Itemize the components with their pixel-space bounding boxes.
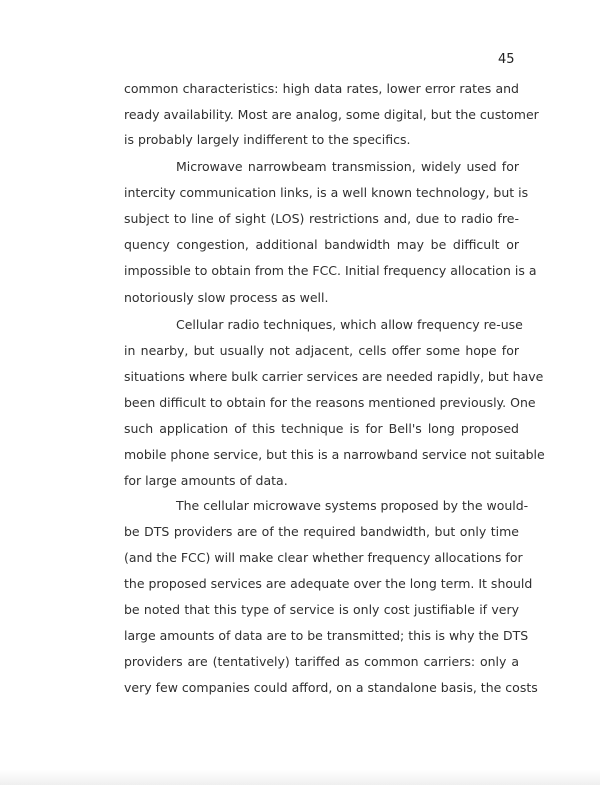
text-line: (and the FCC) will make clear whether frequency allocations for: [124, 550, 523, 565]
text-line: The cellular microwave systems proposed by the would-: [176, 498, 529, 513]
text-line: be DTS providers are of the required bandwidth, but only time: [124, 524, 519, 539]
text-line: common characteristics: high data rates, lower error rates and: [124, 81, 519, 96]
text-line: situations where bulk carrier services are needed rapidly, but have: [124, 369, 544, 384]
page-number: 45: [498, 52, 515, 67]
text-line: such application of this technique is for Bell's long proposed: [124, 421, 519, 436]
text-line: quency congestion, additional bandwidth may be difficult or: [124, 237, 519, 252]
text-line: in nearby, but usually not adjacent, cells offer some hope for: [124, 343, 519, 358]
text-line: Cellular radio techniques, which allow frequency re-use: [176, 317, 523, 332]
text-line: for large amounts of data.: [124, 473, 288, 488]
text-line: notoriously slow process as well.: [124, 290, 329, 305]
text-line: mobile phone service, but this is a narrowband service not suitable: [124, 447, 545, 462]
text-line: impossible to obtain from the FCC. Initial frequency allocation is a: [124, 263, 537, 278]
text-line: been difficult to obtain for the reasons mentioned previously. One: [124, 395, 536, 410]
text-line: subject to line of sight (LOS) restrictions and, due to radio fre-: [124, 211, 519, 226]
text-line: Microwave narrowbeam transmission, widely used for: [176, 159, 519, 174]
text-line: intercity communication links, is a well known technology, but is: [124, 185, 529, 200]
text-line: very few companies could afford, on a standalone basis, the costs: [124, 680, 538, 695]
text-line: be noted that this type of service is only cost justifiable if very: [124, 602, 519, 617]
text-line: large amounts of data are to be transmitted; this is why the DTS: [124, 628, 529, 643]
text-line: ready availability. Most are analog, some digital, but the customer: [124, 107, 539, 122]
text-line: the proposed services are adequate over the long term. It should: [124, 576, 533, 591]
text-line: is probably largely indifferent to the specifics.: [124, 132, 411, 147]
text-line: providers are (tentatively) tariffed as common carriers: only a: [124, 654, 519, 669]
scan-bottom-edge: [0, 770, 600, 785]
